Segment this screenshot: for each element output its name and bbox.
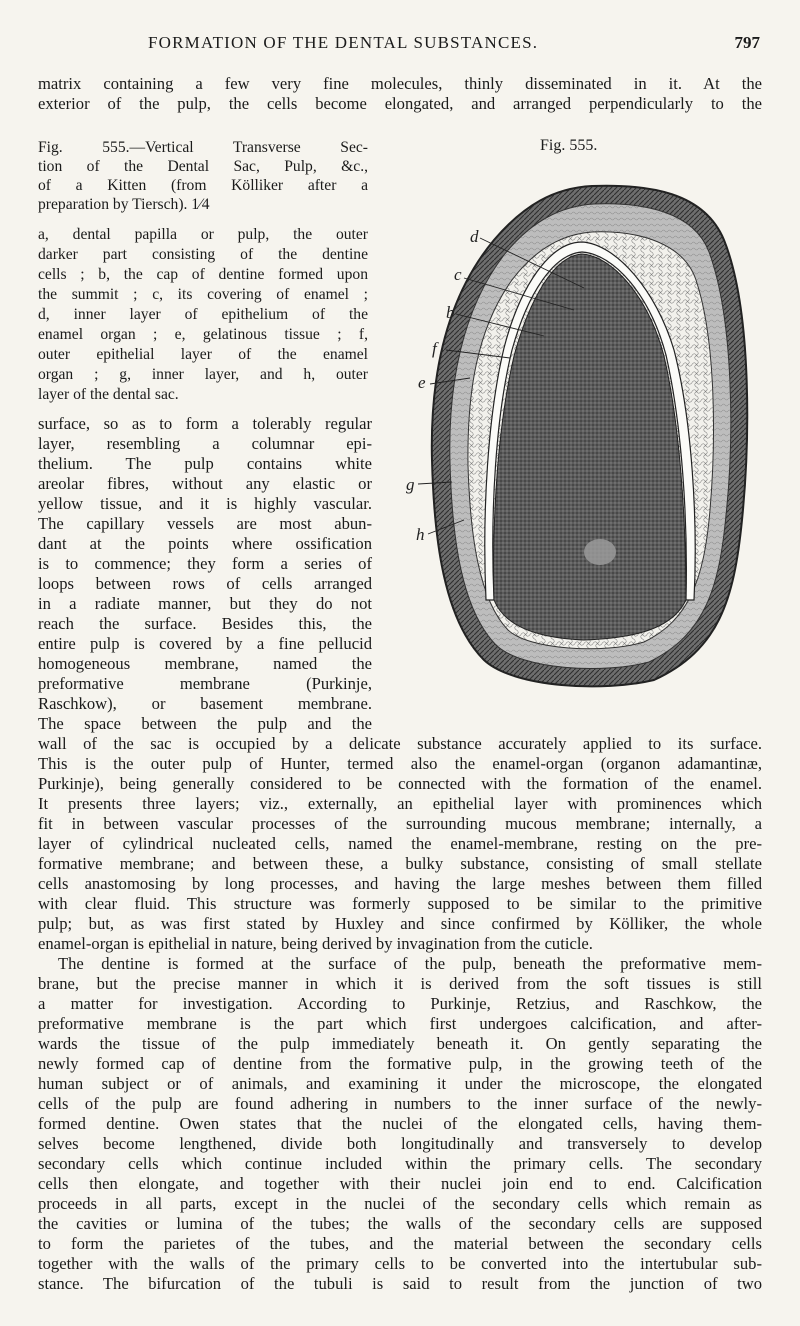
figure-legend-line: darker part consisting of the dentine xyxy=(38,246,368,263)
figure-caption-line: preparation by Tiersch). 1⁄4 xyxy=(38,196,210,213)
figure-legend-line: cells ; b, the cap of dentine formed upon xyxy=(38,266,368,283)
figure-legend-line: enamel organ ; e, gelatinous tissue ; f, xyxy=(38,326,368,343)
figure-letter-b: b xyxy=(446,303,455,322)
text-line: yellow tissue, and it is highly vascular. xyxy=(38,494,372,513)
text-line: surface, so as to form a tolerably regular xyxy=(38,414,372,433)
text-line: newly formed cap of dentine from the formative pulp, in the growing teeth of the xyxy=(38,1054,762,1073)
text-line: The dentine is formed at the surface of the pulp, beneath the preformative mem- xyxy=(58,954,762,973)
text-line: cells of the pulp are found adhering in numbers to the inner surface of the newly- xyxy=(38,1094,762,1113)
text-line: dant at the points where ossification xyxy=(38,534,372,553)
text-line: to form the parietes of the tubes, and the material between the secondary cells xyxy=(38,1234,762,1253)
running-header xyxy=(38,33,760,57)
figure-legend-line: outer epithelial layer of the enamel xyxy=(38,346,368,363)
text-line: It presents three layers; viz., externally, an epithelial layer with prominences which xyxy=(38,794,762,813)
text-line: thelium. The pulp contains white xyxy=(38,454,372,473)
text-line: formative membrane; and between these, a bulky substance, consisting of small stellate xyxy=(38,854,762,873)
figure-letter-e: e xyxy=(418,373,426,392)
figure-letter-g: g xyxy=(406,475,415,494)
figure-letter-h: h xyxy=(416,525,425,544)
text-line: Raschkow), or basement membrane. xyxy=(38,694,372,713)
figure-letter-d: d xyxy=(470,227,479,246)
text-line: proceeds in all parts, except in the nuclei of the secondary cells which remain as xyxy=(38,1194,762,1213)
text-line: is to commence; they form a series of xyxy=(38,554,372,573)
text-line: loops between rows of cells arranged xyxy=(38,574,372,593)
text-line: reach the surface. Besides this, the xyxy=(38,614,372,633)
text-line: a matter for investigation. According to Purkinje, Retzius, and Raschkow, the xyxy=(38,994,762,1013)
page-number: 797 xyxy=(734,33,760,52)
text-line: with clear fluid. This structure was formerly supposed to be similar to the primitive xyxy=(38,894,762,913)
text-line: homogeneous membrane, named the xyxy=(38,654,372,673)
pulp-spot xyxy=(584,539,616,565)
figure-caption-line: Fig. 555.—Vertical Transverse Sec- xyxy=(38,139,368,156)
text-line: exterior of the pulp, the cells become elongated, and arranged perpendicularly to the xyxy=(38,94,762,113)
figure-legend-line: d, inner layer of epithelium of the xyxy=(38,306,368,323)
text-line: This is the outer pulp of Hunter, termed also the enamel-organ (organon adamantinæ, xyxy=(38,754,762,773)
text-line: brane, but the precise manner in which it is derived from the soft tissues is still xyxy=(38,974,762,993)
text-line: preformative membrane is the part which first undergoes calcification, and after- xyxy=(38,1014,762,1033)
text-line: in a radiate manner, but they do not xyxy=(38,594,372,613)
text-line: matrix containing a few very fine molecules, thinly disseminated in it. At the xyxy=(38,74,762,93)
text-line: the cavities or lumina of the tubes; the walls of the secondary cells are supposed xyxy=(38,1214,762,1233)
text-line: wall of the sac is occupied by a delicate substance accurately applied to its surface. xyxy=(38,734,762,753)
figure-legend-line: the summit ; c, its covering of enamel ; xyxy=(38,286,368,303)
text-line: together with the walls of the primary cells to be converted into the intertubular sub- xyxy=(38,1254,762,1273)
figure-legend-line: a, dental papilla or pulp, the outer xyxy=(38,226,368,243)
text-line: formed dentine. Owen states that the nuclei of the elongated cells, having them- xyxy=(38,1114,762,1133)
text-line: The space between the pulp and the xyxy=(38,714,372,733)
text-line: human subject or of animals, and examining it under the microscope, the elongated xyxy=(38,1074,762,1093)
text-line: layer of cylindrical nucleated cells, named the enamel-membrane, resting on the pre- xyxy=(38,834,762,853)
figure-letter-c: c xyxy=(454,265,462,284)
figure-caption-line: tion of the Dental Sac, Pulp, &c., xyxy=(38,158,368,175)
text-line: areolar fibres, without any elastic or xyxy=(38,474,372,493)
figure-legend-line: organ ; g, inner layer, and h, outer xyxy=(38,366,368,383)
figure-letter-f: f xyxy=(432,339,437,358)
text-line: cells then elongate, and together with their nuclei join end to end. Calcification xyxy=(38,1174,762,1193)
text-line: enamel-organ is epithelial in nature, being derived by invagination from the cuticle. xyxy=(38,934,593,953)
text-line: entire pulp is covered by a fine pellucid xyxy=(38,634,372,653)
figure-legend-line: layer of the dental sac. xyxy=(38,386,179,403)
running-title: FORMATION OF THE DENTAL SUBSTANCES. xyxy=(148,33,539,52)
dental-sac-illustration xyxy=(404,180,760,690)
text-line: cells anastomosing by long processes, and having the large meshes between them filled xyxy=(38,874,762,893)
text-line: pulp; but, as was first stated by Huxley and since confirmed by Kölliker, the whole xyxy=(38,914,762,933)
figure-label: Fig. 555. xyxy=(540,137,598,154)
text-line: wards the tissue of the pulp immediately beneath it. On gently separating the xyxy=(38,1034,762,1053)
text-line: layer, resembling a columnar epi- xyxy=(38,434,372,453)
text-line: stance. The bifurcation of the tubuli is said to result from the junction of two xyxy=(38,1274,762,1293)
text-line: secondary cells which continue included within the primary cells. The secondary xyxy=(38,1154,762,1173)
figure-caption-line: of a Kitten (from Kölliker after a xyxy=(38,177,368,194)
text-line: Purkinje), being generally considered to be connected with the formation of the enamel. xyxy=(38,774,762,793)
text-line: The capillary vessels are most abun- xyxy=(38,514,372,533)
text-line: preformative membrane (Purkinje, xyxy=(38,674,372,693)
text-line: fit in between vascular processes of the surrounding mucous membrane; internally, a xyxy=(38,814,762,833)
text-line: selves become lengthened, divide both longitudinally and transversely to develop xyxy=(38,1134,762,1153)
